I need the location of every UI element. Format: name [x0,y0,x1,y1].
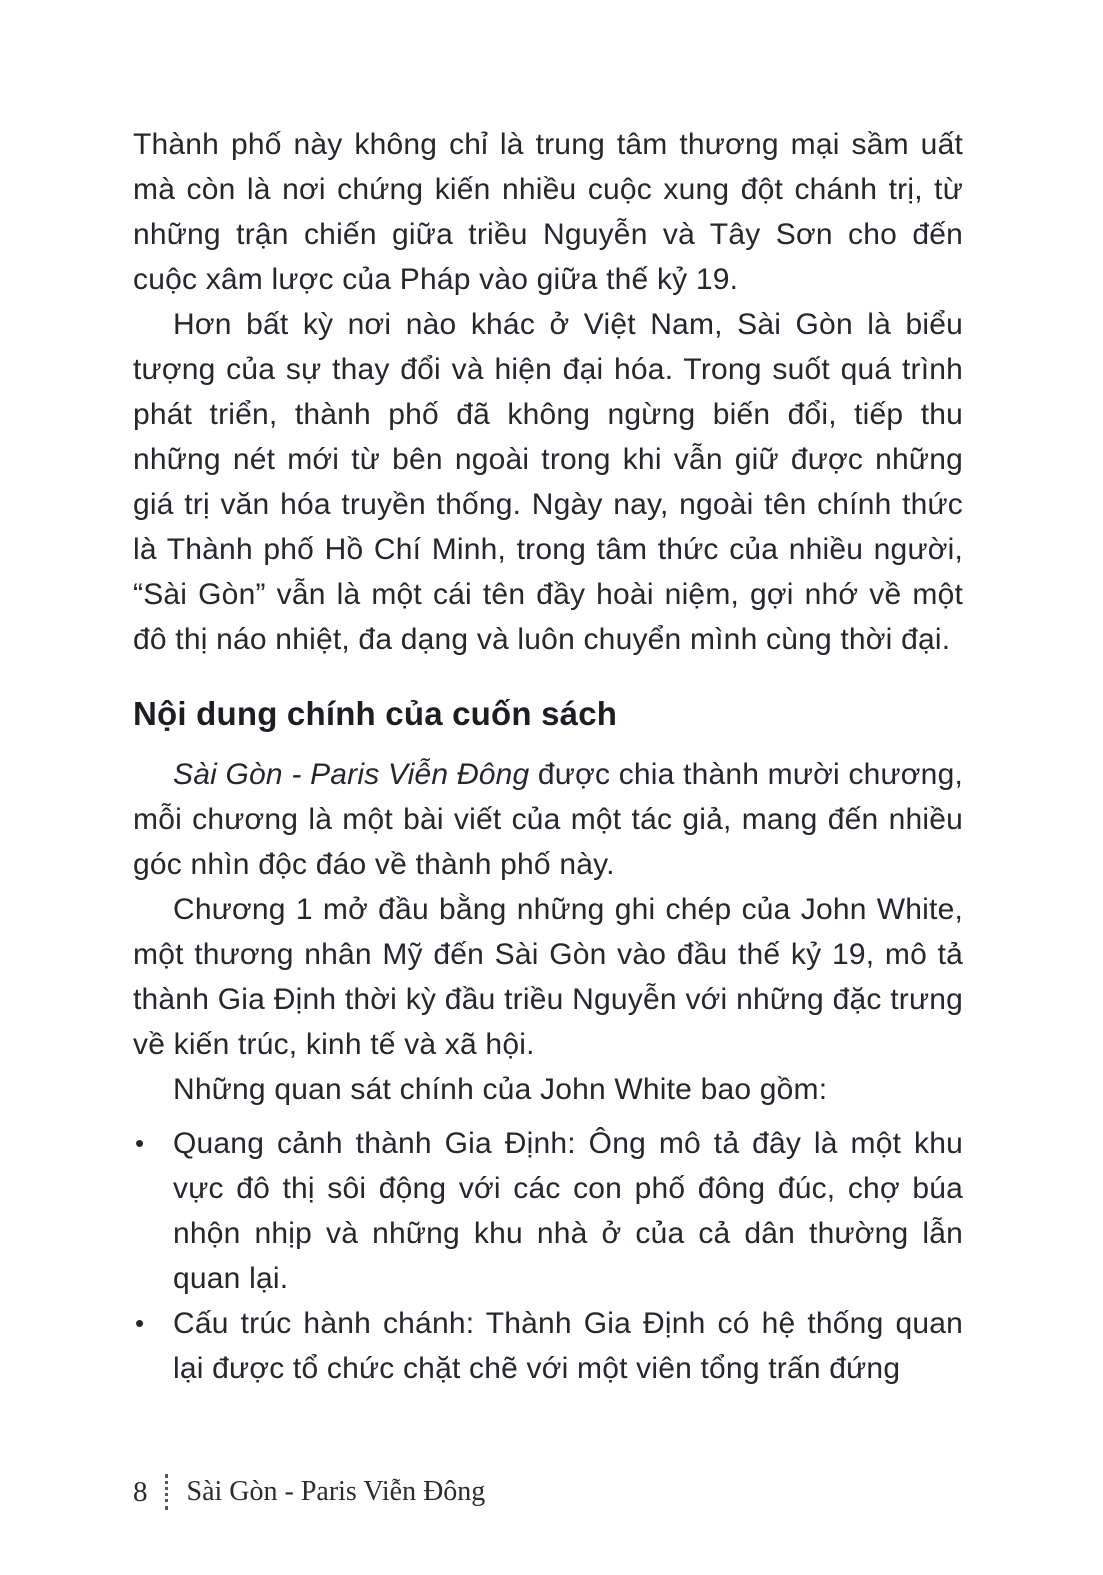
bullet-text: Cấu trúc hành chánh: Thành Gia Định có hệ thống quan lại được tổ chức chặt chẽ với một viên tổng trấn đứng [173,1307,963,1385]
section-heading: Nội dung chính của cuốn sách [133,695,618,732]
list-item [133,1121,963,1301]
paragraph-observations-intro: Những quan sát chính của John White bao gồm: [173,1073,828,1106]
list-item [133,1301,963,1391]
footer-book-title: Sài Gòn - Paris Viễn Đông [186,1476,486,1507]
page-number: 8 [133,1475,148,1508]
page-footer [133,1474,485,1510]
bullet-text: Quang cảnh thành Gia Định: Ông mô tả đây là một khu vực đô thị sôi động với các con phố đông đúc, chợ búa nhộn nhịp và những khu nhà ở của cả dân thường lẫn quan lại. [173,1127,963,1295]
paragraph-book-structure-rest: được chia thành mười chương, mỗi chương là một bài viết của một tác giả, mang đến nhiều góc nhìn độc đáo về thành phố này. [133,758,963,881]
page-body-text [133,122,963,1391]
bullet-icon: • [135,1128,145,1158]
paragraph-chapter-1: Chương 1 mở đầu bằng những ghi chép của John White, một thương nhân Mỹ đến Sài Gòn vào đầu thế kỷ 19, mô tả thành Gia Định thời kỳ đầu triều Nguyễn với những đặc trưng về kiến trúc, kinh tế và xã hội. [133,893,963,1061]
footer-dotted-separator [165,1474,168,1510]
book-title-italic: Sài Gòn - Paris Viễn Đông [173,758,530,791]
paragraph-continuation: Thành phố này không chỉ là trung tâm thương mại sầm uất mà còn là nơi chứng kiến nhiều cuộc xung đột chánh trị, từ những trận chiến giữa triều Nguyễn và Tây Sơn cho đến cuộc xâm lược của Pháp vào giữa thế kỷ 19. [133,128,963,296]
bullet-list [133,1121,963,1391]
bullet-icon: • [135,1308,145,1338]
paragraph-saigon-symbol: Hơn bất kỳ nơi nào khác ở Việt Nam, Sài Gòn là biểu tượng của sự thay đổi và hiện đại hóa. Trong suốt quá trình phát triển, thành phố đã không ngừng biến đổi, tiếp thu những nét mới từ bên ngoài trong khi vẫn giữ được những giá trị văn hóa truyền thống. Ngày nay, ngoài tên chính thức là Thành phố Hồ Chí Minh, trong tâm thức của nhiều người, “Sài Gòn” vẫn là một cái tên đầy hoài niệm, gợi nhớ về một đô thị náo nhiệt, đa dạng và luôn chuyển mình cùng thời đại. [133,308,963,656]
paragraph-book-structure [133,752,963,887]
